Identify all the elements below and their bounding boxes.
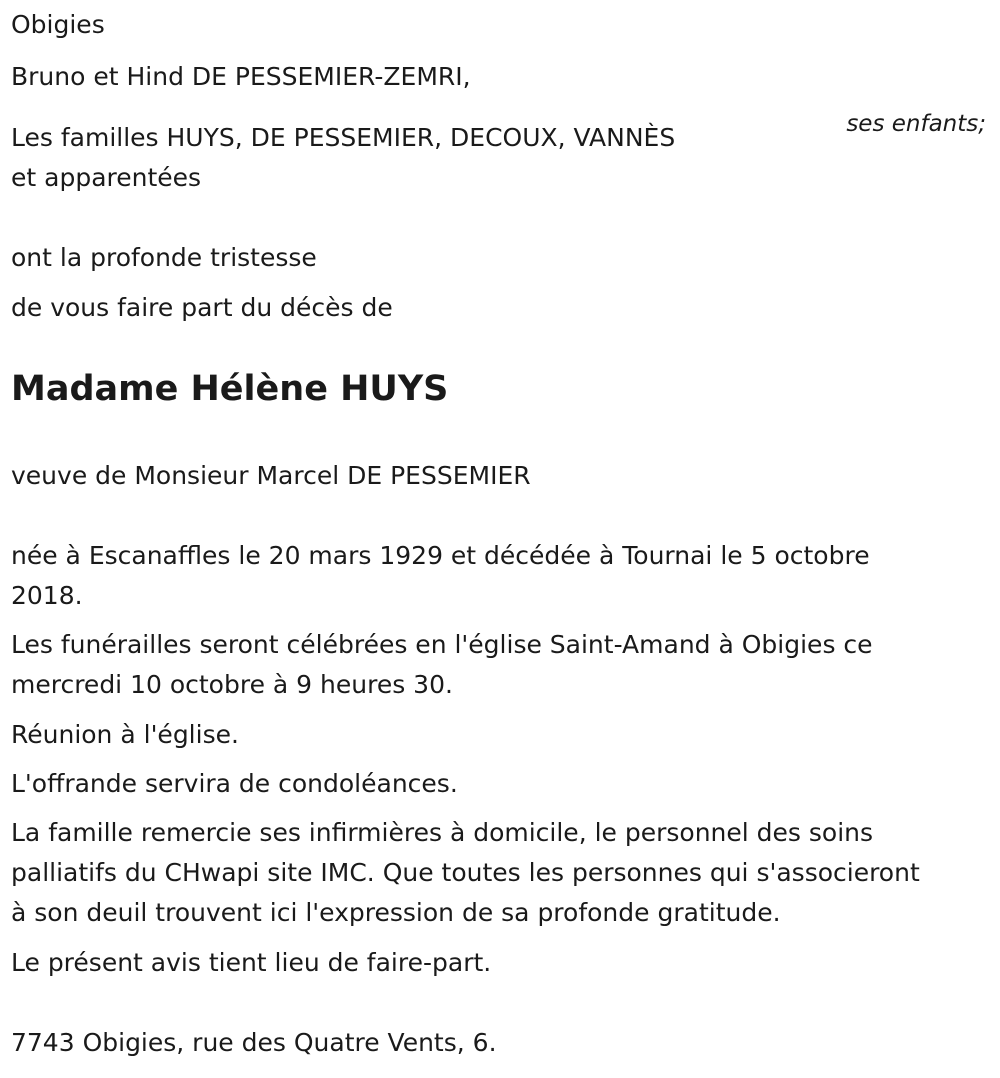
families-block	[11, 118, 675, 198]
funeral-block	[11, 625, 873, 705]
intro-line-2: de vous faire part du décès de	[11, 293, 393, 322]
birth-death-block	[11, 536, 870, 616]
intro-line-1: ont la profonde tristesse	[11, 243, 317, 272]
meeting-info: Réunion à l'église.	[11, 720, 239, 749]
address: 7743 Obigies, rue des Quatre Vents, 6.	[11, 1028, 497, 1057]
thanks-line-3: à son deuil trouvent ici l'expression de sa profonde gratitude.	[11, 898, 781, 927]
deceased-name: Madame Hélène HUYS	[11, 369, 449, 409]
widow-of: veuve de Monsieur Marcel DE PESSEMIER	[11, 461, 531, 490]
children-relation: ses enfants;	[846, 111, 986, 137]
place-header: Obigies	[11, 10, 105, 39]
thanks-block	[11, 813, 920, 933]
funeral-line-2: mercredi 10 octobre à 9 heures 30.	[11, 670, 453, 699]
thanks-line-2: palliatifs du CHwapi site IMC. Que toutes les personnes qui s'associeront	[11, 858, 920, 887]
offering-info: L'offrande servira de condoléances.	[11, 769, 458, 798]
funeral-line-1: Les funérailles seront célébrées en l'église Saint-Amand à Obigies ce	[11, 630, 873, 659]
birth-death-line-1: née à Escanaffles le 20 mars 1929 et décédée à Tournai le 5 octobre	[11, 541, 870, 570]
families-line-2: et apparentées	[11, 163, 202, 192]
birth-death-line-2: 2018.	[11, 581, 83, 610]
thanks-line-1: La famille remercie ses infirmières à domicile, le personnel des soins	[11, 818, 874, 847]
children-names: Bruno et Hind DE PESSEMIER-ZEMRI,	[11, 62, 471, 91]
families-line-1: Les familles HUYS, DE PESSEMIER, DECOUX, VANNÈS	[11, 123, 676, 152]
notice-info: Le présent avis tient lieu de faire-part.	[11, 948, 492, 977]
